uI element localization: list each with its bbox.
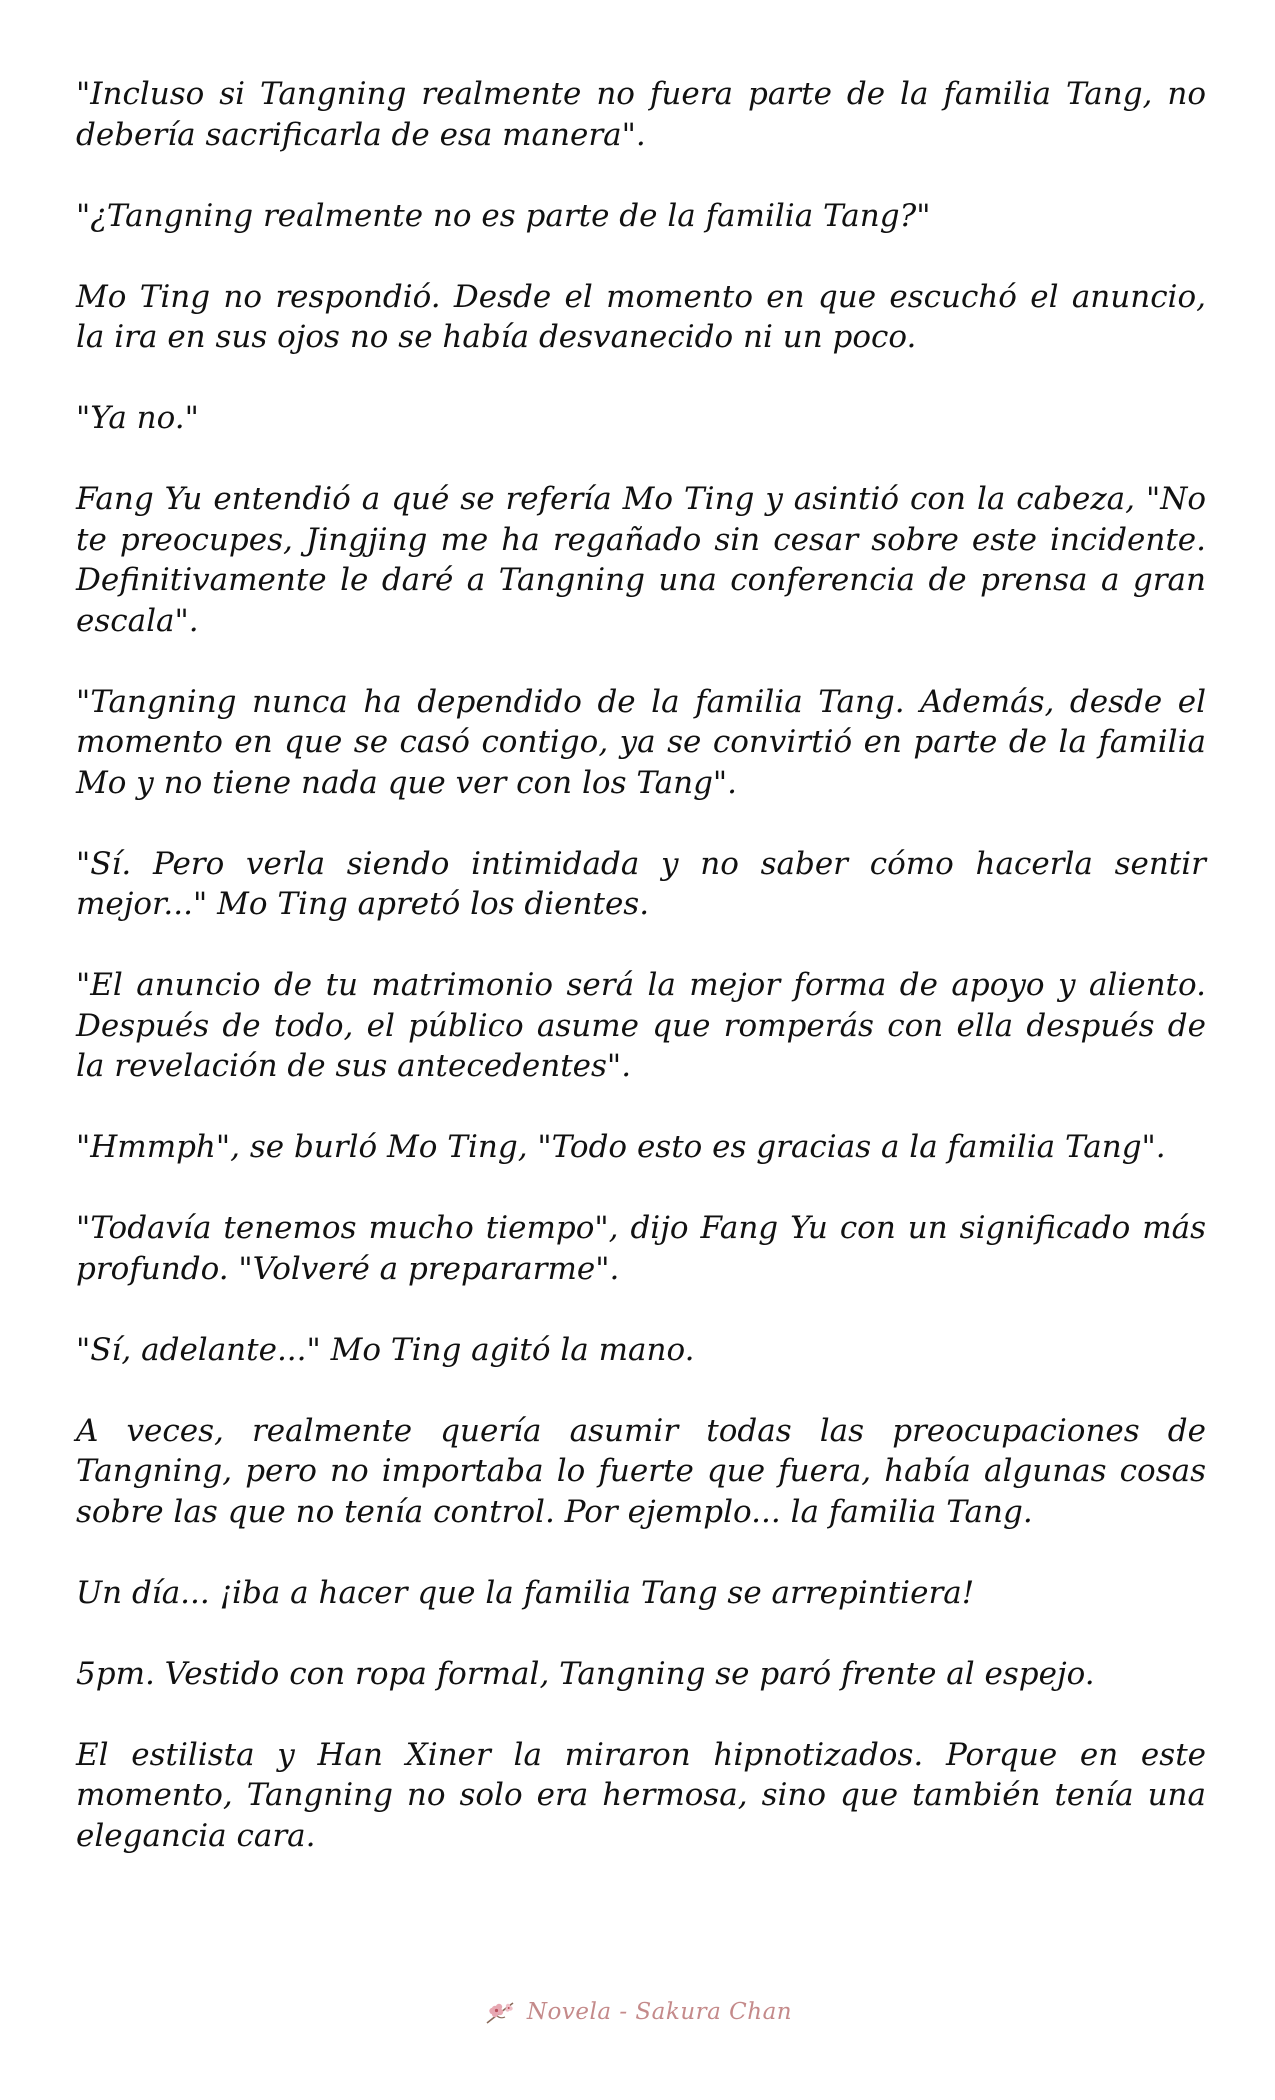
paragraph: "Sí, adelante..." Mo Ting agitó la mano. (76, 1331, 695, 1368)
paragraph: "Sí. Pero verla siendo intimidada y no saber cómo hacerla sentir mejor..." Mo Ting apretó los dientes. (76, 845, 1206, 922)
paragraph: 5pm. Vestido con ropa formal, Tangning se paró frente al espejo. (76, 1655, 1095, 1692)
cherry-blossom-icon (483, 1997, 517, 2027)
paragraph: "¿Tangning realmente no es parte de la familia Tang?" (76, 197, 931, 234)
paragraph: Fang Yu entendió a qué se refería Mo Ting y asintió con la cabeza, "No te preocupes, Jingjing me ha regañado sin cesar sobre este incidente. Definitivamente le daré a Tangning una conferencia de prensa a gran escala". (76, 481, 1206, 639)
paragraph: "Ya no." (76, 400, 199, 436)
paragraph: Un día... ¡iba a hacer que la familia Tang se arrepintiera! (76, 1574, 975, 1611)
chapter-text (76, 74, 1206, 1897)
paragraph: A veces, realmente quería asumir todas las preocupaciones de Tangning, pero no importaba lo fuerte que fuera, había algunas cosas sobre las que no tenía control. Por ejemplo... la familia Tang. (76, 1412, 1206, 1530)
watermark-text: Novela - Sakura Chan (526, 1999, 793, 2025)
paragraph: "Tangning nunca ha dependido de la familia Tang. Además, desde el momento en que se casó contigo, ya se convirtió en parte de la familia Mo y no tiene nada que ver con los Tang". (76, 683, 1206, 801)
watermark (0, 1992, 1275, 2032)
paragraph: Mo Ting no respondió. Desde el momento en que escuchó el anuncio, la ira en sus ojos no se había desvanecido ni un poco. (76, 278, 1206, 355)
paragraph: "Hmmph", se burló Mo Ting, "Todo esto es gracias a la familia Tang". (76, 1129, 1166, 1165)
paragraph: "Incluso si Tangning realmente no fuera parte de la familia Tang, no debería sacrificarla de esa manera". (76, 76, 1206, 153)
paragraph: "El anuncio de tu matrimonio será la mejor forma de apoyo y aliento. Después de todo, el público asume que romperás con ella después de la revelación de sus antecedentes". (76, 967, 1206, 1084)
paragraph: El estilista y Han Xiner la miraron hipnotizados. Porque en este momento, Tangning no solo era hermosa, sino que también tenía una elegancia cara. (76, 1736, 1206, 1854)
paragraph: "Todavía tenemos mucho tiempo", dijo Fang Yu con un significado más profundo. "Volveré a prepararme". (76, 1210, 1206, 1287)
